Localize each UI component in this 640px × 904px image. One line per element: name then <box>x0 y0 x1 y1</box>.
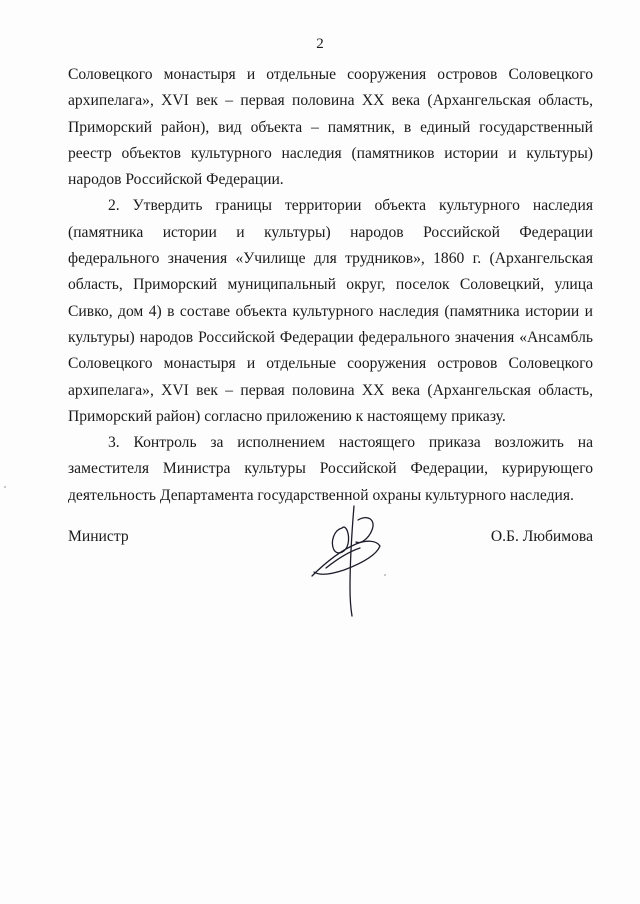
paragraph-item-3: 3. Контроль за исполнением настоящего приказа возложить на заместителя Министра культуры Российской Федерации, курирующего деятельность Департамента государственной охраны культурного наследия. <box>68 434 593 504</box>
paragraph-continuation: Соловецкого монастыря и отдельные сооружения островов Соловецкого архипелага», XVI век – первая половина XX века (Архангельская область, Приморский район), вид объекта – памятник, в единый государственный реестр объектов культурного наследия (памятников истории и культуры) народов Российской Федерации. <box>68 66 593 189</box>
paragraph-item-2: 2. Утвердить границы территории объекта культурного наследия (памятника истории и культуры) народов Российской Федерации федерального значения «Училище для трудников», 1860 г. (Архангельская область, Приморский муниципальный округ, поселок Соловецкий, улица Сивко, дом 4) в составе объекта культурного наследия (памятника истории и культуры) народов Российской Федерации федерального значения «Ансамбль Соловецкого монастыря и отдельные сооружения островов Соловецкого архипелага», XVI век – первая половина XX века (Архангельская область, Приморский район) согласно приложению к настоящему приказу. <box>68 197 593 425</box>
signer-position: Министр <box>68 528 129 545</box>
scan-speck <box>4 486 6 488</box>
handwritten-signature <box>306 500 386 620</box>
signature-stroke-flourish <box>312 541 380 576</box>
signer-name: О.Б. Любимова <box>490 528 593 545</box>
document-body <box>68 62 593 509</box>
signature-stroke-right-loop <box>356 518 373 543</box>
scan-speck <box>384 574 386 576</box>
page-number: 2 <box>316 36 324 52</box>
signature-stroke-stem <box>350 506 354 616</box>
